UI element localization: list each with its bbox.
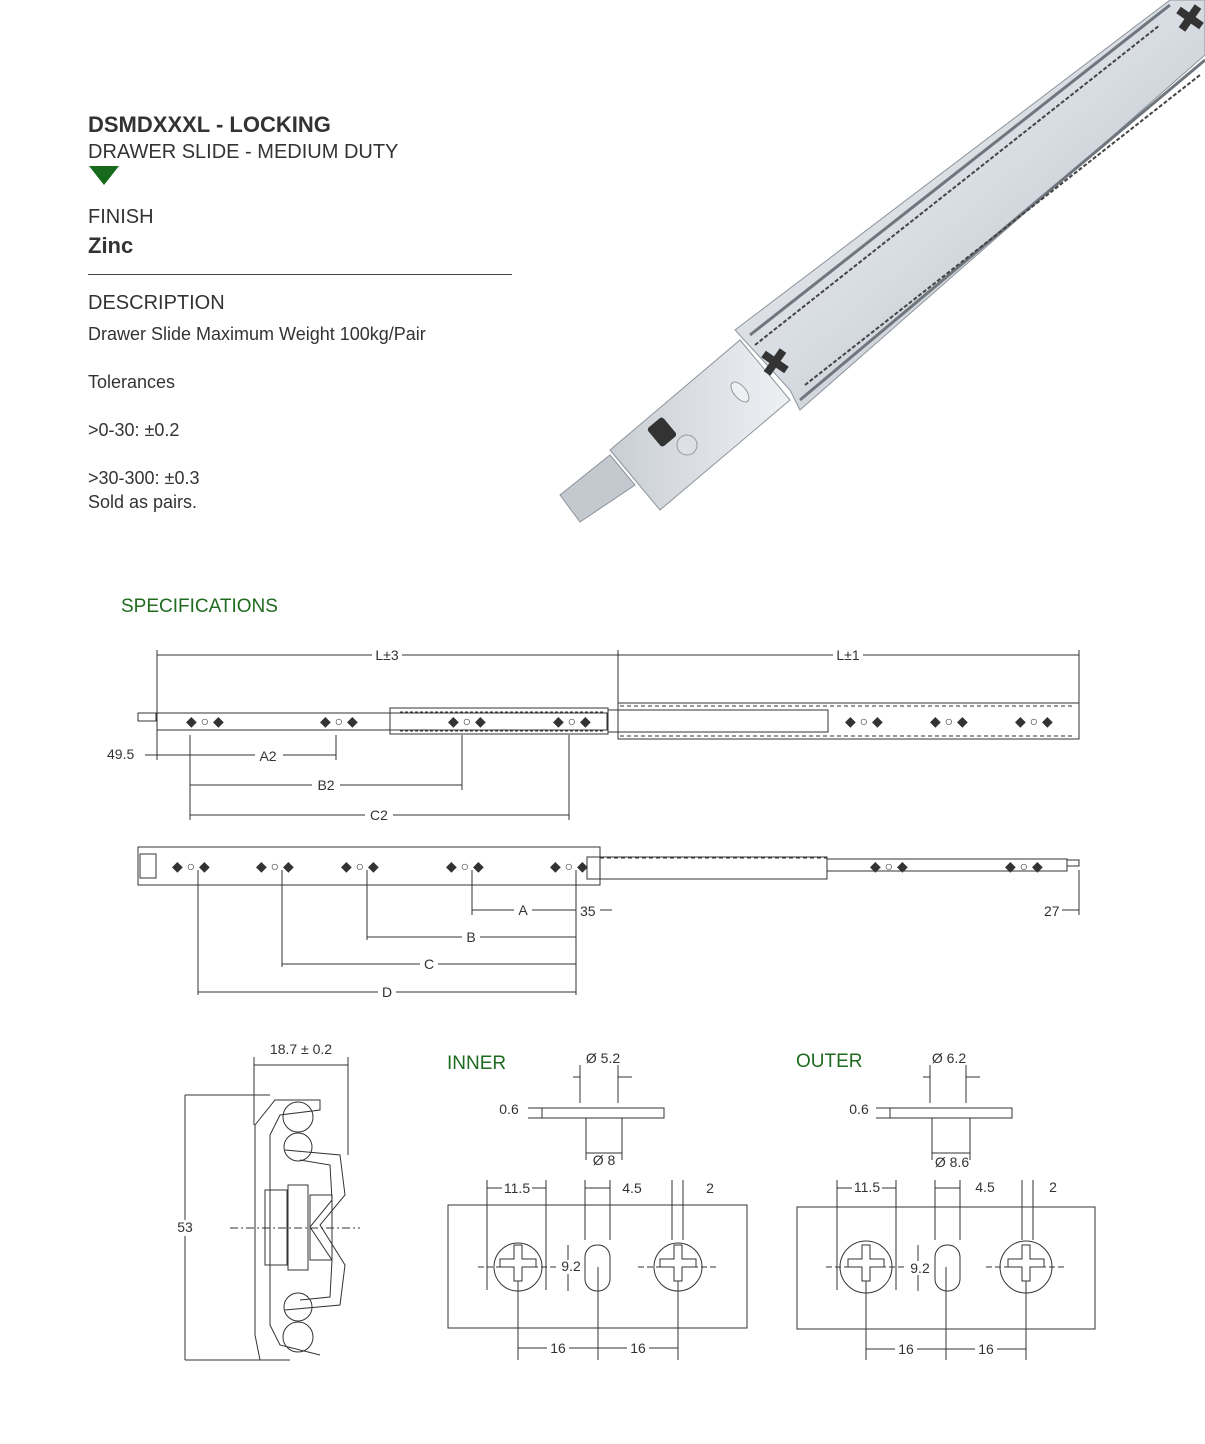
dim-label: C2: [370, 807, 388, 823]
finish-label: FINISH: [88, 206, 154, 228]
svg-text:◆ ○ ◆: ◆ ○ ◆: [172, 858, 210, 874]
finish-value: Zinc: [88, 233, 134, 258]
svg-text:◆ ○ ◆: ◆ ○ ◆: [320, 713, 358, 729]
dim-label: 0.6: [499, 1101, 519, 1117]
dim-label: B2: [317, 777, 335, 793]
dim-label: 11.5: [503, 1180, 531, 1196]
side-view-top-drawing: [100, 640, 1100, 830]
specifications-title: SPECIFICATIONS: [121, 596, 278, 617]
description-line: >0-30: ±0.2: [88, 420, 180, 440]
product-subtitle: DRAWER SLIDE - MEDIUM DUTY: [88, 141, 399, 163]
svg-text:◆ ○ ◆: ◆ ○ ◆: [186, 713, 224, 729]
outer-title: OUTER: [796, 1051, 863, 1072]
dim-label: Ø 8: [592, 1152, 616, 1168]
svg-text:◆ ○ ◆: ◆ ○ ◆: [550, 858, 588, 874]
description-line: Tolerances: [88, 372, 176, 392]
drawer-slide-photo: [550, 0, 1205, 530]
dim-label: 53: [177, 1219, 193, 1235]
svg-text:◆ ○ ◆: ◆ ○ ◆: [1005, 858, 1043, 874]
cross-section-drawing: [170, 1035, 370, 1370]
dim-label: B: [466, 929, 476, 945]
dim-label: D: [381, 984, 393, 1000]
svg-text:◆ ○ ◆: ◆ ○ ◆: [256, 858, 294, 874]
svg-text:◆ ○ ◆: ◆ ○ ◆: [930, 713, 968, 729]
dim-label: 2: [706, 1180, 714, 1196]
dim-label: A: [518, 902, 528, 918]
svg-text:◆ ○ ◆: ◆ ○ ◆: [845, 713, 883, 729]
product-title: DSMDXXXL - LOCKING: [88, 112, 331, 137]
section-divider: [88, 274, 512, 275]
description-line: Sold as pairs.: [88, 492, 198, 512]
screw-hole-icon: [660, 1245, 696, 1281]
inner-hole-drawing: [440, 1045, 760, 1365]
screw-hole-icon: [500, 1245, 536, 1281]
description-line: Drawer Slide Maximum Weight 100kg/Pair: [88, 324, 426, 344]
description-line: >30-300: ±0.3: [88, 468, 200, 488]
dim-label: 49.5: [107, 746, 135, 762]
dim-label: 16: [550, 1340, 566, 1356]
svg-text:◆ ○ ◆: ◆ ○ ◆: [448, 713, 486, 729]
screw-hole-icon: [848, 1245, 884, 1281]
dim-label: 18.7 ± 0.2: [269, 1041, 333, 1057]
dim-label: 27: [1044, 903, 1060, 919]
dim-label: Ø 5.2: [585, 1050, 621, 1066]
dim-label: A2: [259, 748, 277, 764]
outer-hole-drawing: [790, 1045, 1105, 1365]
svg-text:◆ ○ ◆: ◆ ○ ◆: [1015, 713, 1053, 729]
svg-text:◆ ○ ◆: ◆ ○ ◆: [341, 858, 379, 874]
description-label: DESCRIPTION: [88, 292, 225, 314]
dim-label: C: [423, 956, 435, 972]
svg-text:◆ ○ ◆: ◆ ○ ◆: [870, 858, 908, 874]
side-view-bottom-drawing: [100, 840, 1100, 1010]
dim-label: 2: [1049, 1179, 1057, 1195]
svg-text:◆ ○ ◆: ◆ ○ ◆: [553, 713, 591, 729]
dim-label: 16: [630, 1340, 646, 1356]
dim-label: 35: [580, 903, 596, 919]
green-triangle-icon: [89, 166, 119, 185]
svg-text:◆ ○ ◆: ◆ ○ ◆: [446, 858, 484, 874]
dim-label: 0.6: [849, 1101, 869, 1117]
inner-title: INNER: [447, 1053, 507, 1074]
dim-label: Ø 6.2: [931, 1050, 967, 1066]
dim-label: 4.5: [622, 1180, 642, 1196]
dim-label: L±1: [836, 647, 860, 663]
dim-label: L±3: [375, 647, 399, 663]
dim-label: Ø 8.6: [934, 1154, 970, 1170]
screw-hole-icon: [1008, 1245, 1044, 1281]
dim-label: 16: [898, 1341, 914, 1357]
dim-label: 11.5: [853, 1179, 881, 1195]
dim-label: 9.2: [561, 1258, 581, 1274]
dim-label: 9.2: [910, 1260, 930, 1276]
dim-label: 4.5: [975, 1179, 995, 1195]
dim-label: 16: [978, 1341, 994, 1357]
